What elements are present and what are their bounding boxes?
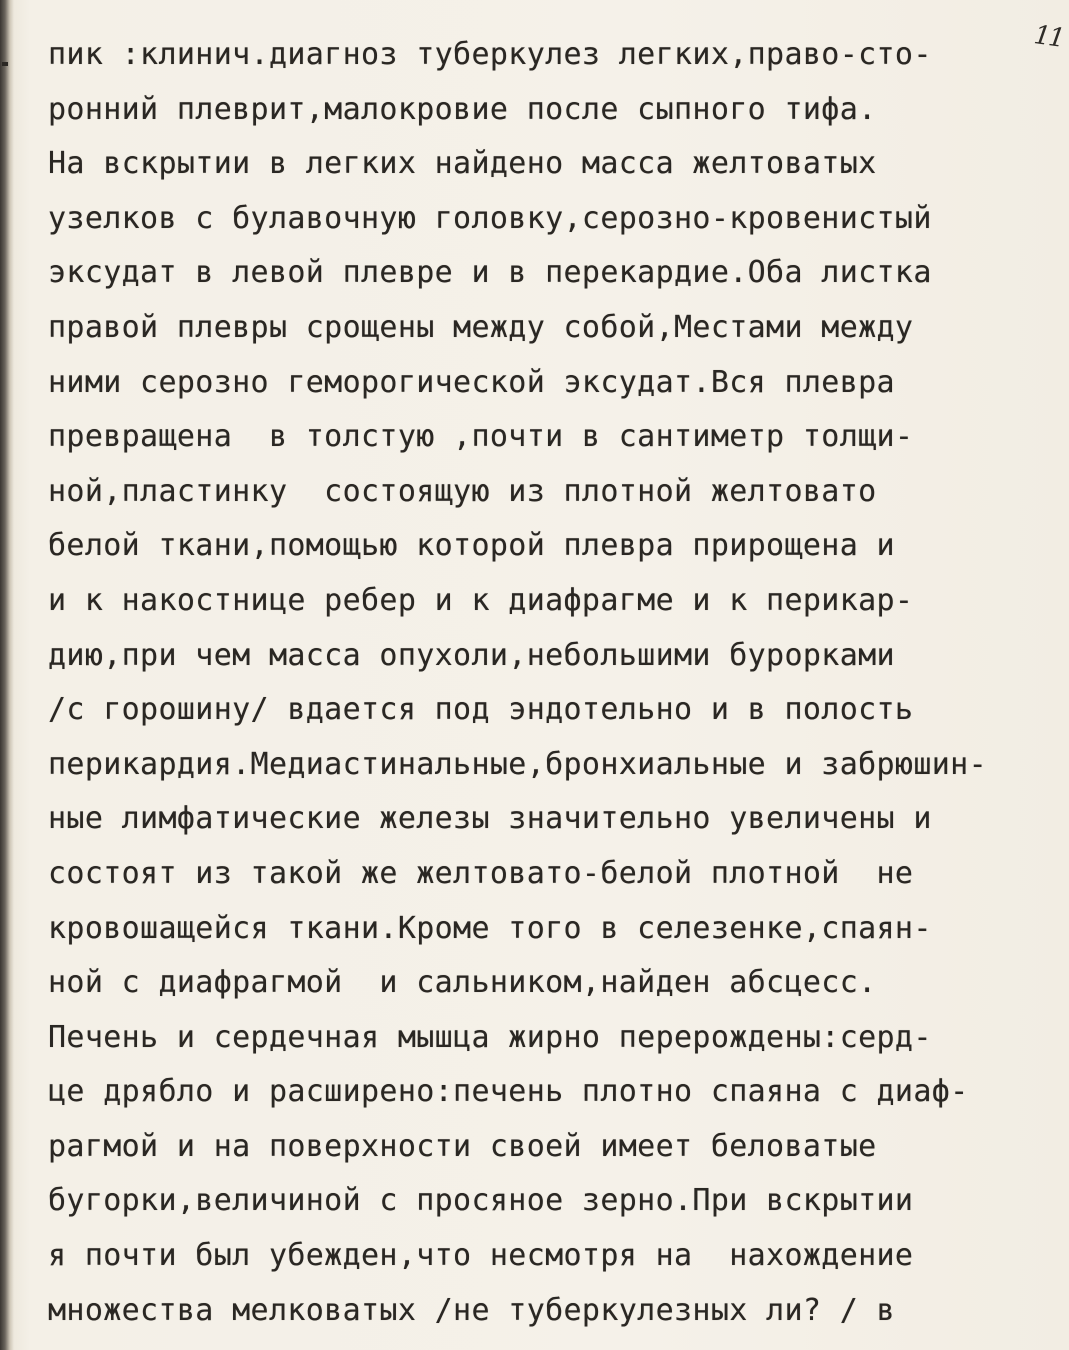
text-line: це дрябло и расширено:печень плотно спаяна с диаф- xyxy=(48,1074,969,1110)
text-line: ные лимфатические железы значительно увеличены и xyxy=(48,801,932,837)
text-line: /с горошину/ вдается под эндотельно и в полость xyxy=(48,692,914,728)
margin-mark xyxy=(2,62,8,66)
text-line: узелков с булавочную головку,серозно-кровенистый xyxy=(48,200,932,236)
text-line: кровошащейся ткани.Кроме того в селезенке,спаян- xyxy=(48,910,932,946)
text-line: перикардия.Медиастинальные,бронхиальные и забрюшин- xyxy=(48,746,987,782)
text-line: превращена в толстую ,почти в сантиметр толщи- xyxy=(48,419,914,455)
text-line: дию,при чем масса опухоли,небольшими бурорками xyxy=(48,637,895,673)
text-line: пик :клинич.диагноз туберкулез легких,право-сто- xyxy=(48,37,932,72)
page-number: 11 xyxy=(1032,20,1066,54)
text-line: рагмой и на поверхности своей имеет беловатые xyxy=(48,1128,877,1164)
text-line: бугорки,величиной с просяное зерно.При вскрытии xyxy=(48,1183,914,1219)
text-line: правой плевры срощены между собой,Местами между xyxy=(48,309,914,345)
text-line: я почти был убежден,что несмотря на нахождение xyxy=(48,1238,914,1274)
text-line: Печень и сердечная мышца жирно перерождены:серд- xyxy=(48,1019,932,1055)
text-line: ними серозно геморогической эксудат.Вся плевра xyxy=(48,364,895,400)
text-line: и к накостнице ребер и к диафрагме и к перикар- xyxy=(48,582,914,618)
text-line: множества мелковатых /не туберкулезных ли? / в xyxy=(48,1292,895,1328)
text-line: На вскрытии в легких найдено масса желтоватых xyxy=(48,146,877,182)
binding-edge xyxy=(0,0,14,1350)
text-line: ной с диафрагмой и сальником,найден абсцесс. xyxy=(48,965,877,1001)
text-line: эксудат в левой плевре и в перекардие.Оба листка xyxy=(48,255,932,291)
text-line: белой ткани,помощью которой плевра прирощена и xyxy=(48,528,895,564)
text-line: состоят из такой же желтовато-белой плотной не xyxy=(48,855,914,891)
text-line: ронний плеврит,малокровие после сыпного тифа. xyxy=(48,91,877,127)
typewritten-text xyxy=(48,28,1058,1338)
text-line: ной,пластинку состоящую из плотной желтовато xyxy=(48,473,877,509)
